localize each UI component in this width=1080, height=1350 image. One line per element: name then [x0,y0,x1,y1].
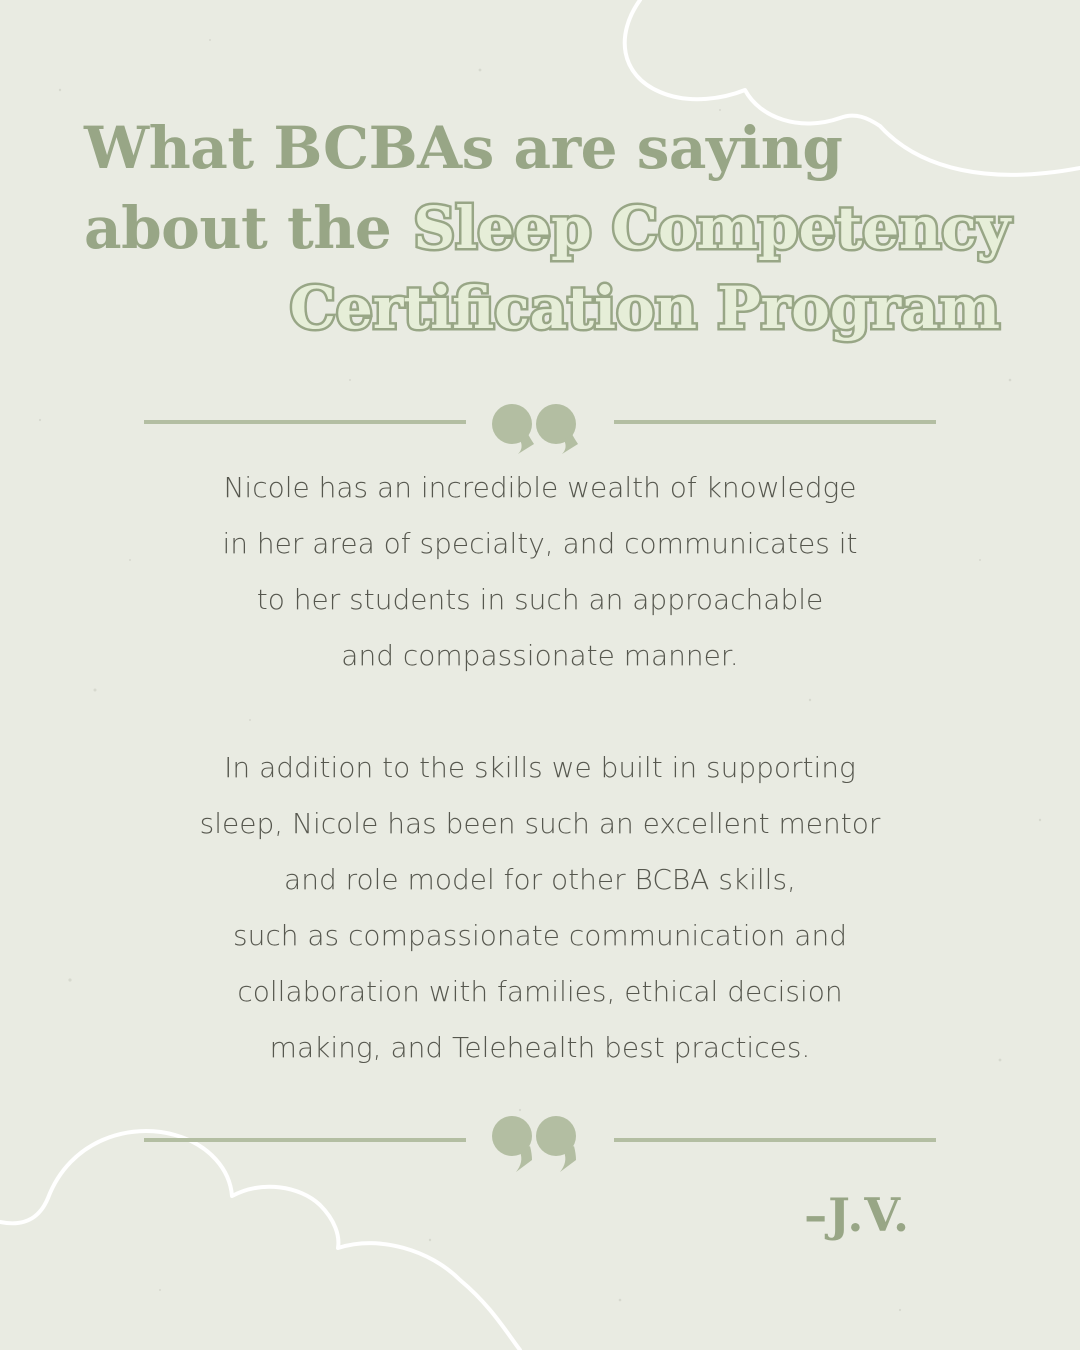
testimonial-line: in her area of specialty, and communicates it [222,527,858,560]
testimonial-line: In addition to the skills we built in supporting [224,751,856,784]
headline-plain-text: about the [84,194,392,262]
bottom-divider [144,1112,936,1172]
testimonial-paragraph-2 [140,740,940,1076]
program-name-outline-2: Certification Program [289,274,1000,342]
divider-rule [144,420,466,424]
headline-line-1: What BCBAs are saying [84,114,843,182]
divider-rule [614,1138,936,1142]
testimonial-line: to her students in such an approachable [256,583,824,616]
close-quote-icon [490,1112,590,1172]
testimonial-paragraph-1 [140,460,940,684]
testimonial-line: sleep, Nicole has been such an excellent mentor [199,807,881,840]
open-quote-icon [490,394,590,454]
testimonial-line: making, and Telehealth best practices. [269,1031,811,1064]
program-name-outline-1: Sleep Competency [413,194,1011,262]
divider-rule [614,420,936,424]
testimonial-line: Nicole has an incredible wealth of knowledge [223,471,857,504]
attribution: –J.V. [804,1188,910,1242]
headline-line-2 [84,192,1024,264]
top-divider [144,394,936,454]
testimonial-line: and role model for other BCBA skills, [284,863,796,896]
testimonial-line: and compassionate manner. [341,639,739,672]
testimonial-line: collaboration with families, ethical decision [237,975,843,1008]
divider-rule [144,1138,466,1142]
headline [84,112,1024,344]
testimonial-line: such as compassionate communication and [233,919,847,952]
